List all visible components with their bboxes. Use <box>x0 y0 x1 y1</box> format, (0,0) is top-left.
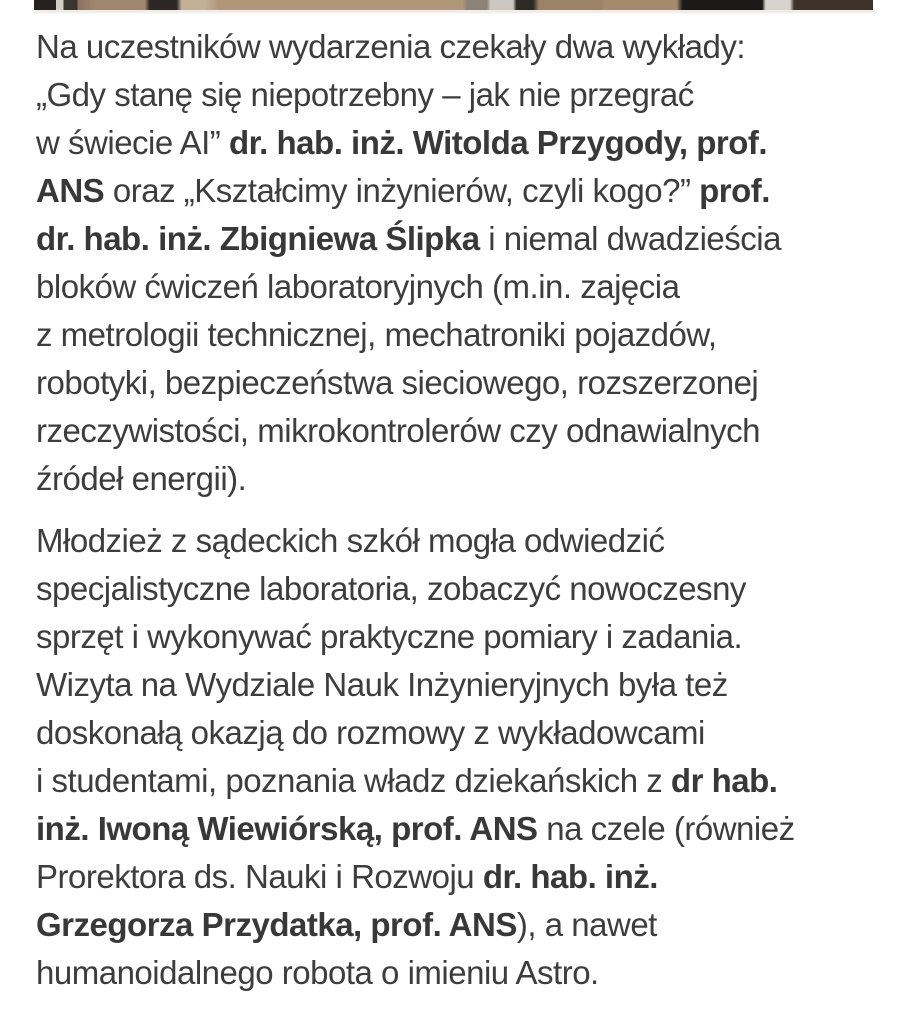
text-line <box>36 565 874 613</box>
text-run: robotyki, bezpieczeństwa sieciowego, rozszerzonej <box>36 364 759 401</box>
text-run: oraz „Kształcimy inżynierów, czyli kogo?” <box>104 172 700 209</box>
text-run: w świecie AI” <box>36 124 229 161</box>
text-line <box>36 359 874 407</box>
text-run: specjalistyczne laboratoria, zobaczyć nowoczesny <box>36 570 746 607</box>
text-run: źródeł energii). <box>36 460 247 497</box>
text-run: humanoidalnego robota o imieniu Astro. <box>36 954 599 991</box>
text-run: sprzęt i wykonywać praktyczne pomiary i zadania. <box>36 618 743 655</box>
text-line <box>36 23 874 71</box>
text-line <box>36 661 874 709</box>
photo-bottom-edge <box>34 0 873 10</box>
paragraph <box>36 517 874 997</box>
article-body <box>36 23 874 1011</box>
text-run: doskonałą okazją do rozmowy z wykładowcami <box>36 714 705 751</box>
text-line <box>36 167 874 215</box>
bold-text-run: prof. <box>699 172 770 209</box>
text-line <box>36 517 874 565</box>
bold-text-run: inż. Iwoną Wiewiórską, prof. ANS <box>36 810 538 847</box>
bold-text-run: Grzegorza Przydatka, prof. ANS <box>36 906 517 943</box>
text-line <box>36 119 874 167</box>
text-run: „Gdy stanę się niepotrzebny – jak nie przegrać <box>36 76 694 113</box>
text-line <box>36 263 874 311</box>
text-line <box>36 853 874 901</box>
text-run: Na uczestników wydarzenia czekały dwa wykłady: <box>36 28 746 65</box>
text-line <box>36 901 874 949</box>
bold-text-run: dr hab. <box>670 762 778 799</box>
bold-text-run: dr. hab. inż. <box>482 858 658 895</box>
text-run: ), a nawet <box>516 906 657 943</box>
text-run: i niemal dwadzieścia <box>479 220 781 257</box>
text-run: z metrologii technicznej, mechatroniki pojazdów, <box>36 316 717 353</box>
bold-text-run: dr. hab. inż. Witolda Przygody, prof. <box>228 124 768 161</box>
text-run: na czele (również <box>537 810 795 847</box>
text-run: Młodzież z sądeckich szkół mogła odwiedzić <box>36 522 665 559</box>
text-line <box>36 949 874 997</box>
text-line <box>36 613 874 661</box>
text-line <box>36 805 874 853</box>
text-run: i studentami, poznania władz dziekańskich z <box>36 762 671 799</box>
text-line <box>36 757 874 805</box>
text-line <box>36 71 874 119</box>
text-run: Prorektora ds. Nauki i Rozwoju <box>36 858 483 895</box>
text-line <box>36 311 874 359</box>
paragraph <box>36 23 874 503</box>
bold-text-run: dr. hab. inż. Zbigniewa Ślipka <box>36 220 480 257</box>
text-run: Wizyta na Wydziale Nauk Inżynieryjnych była też <box>36 666 728 703</box>
text-line <box>36 455 874 503</box>
text-run: bloków ćwiczeń laboratoryjnych (m.in. zajęcia <box>36 268 680 305</box>
bold-text-run: ANS <box>36 172 105 209</box>
text-line <box>36 215 874 263</box>
text-run: rzeczywistości, mikrokontrolerów czy odnawialnych <box>36 412 760 449</box>
text-line <box>36 709 874 757</box>
text-line <box>36 407 874 455</box>
